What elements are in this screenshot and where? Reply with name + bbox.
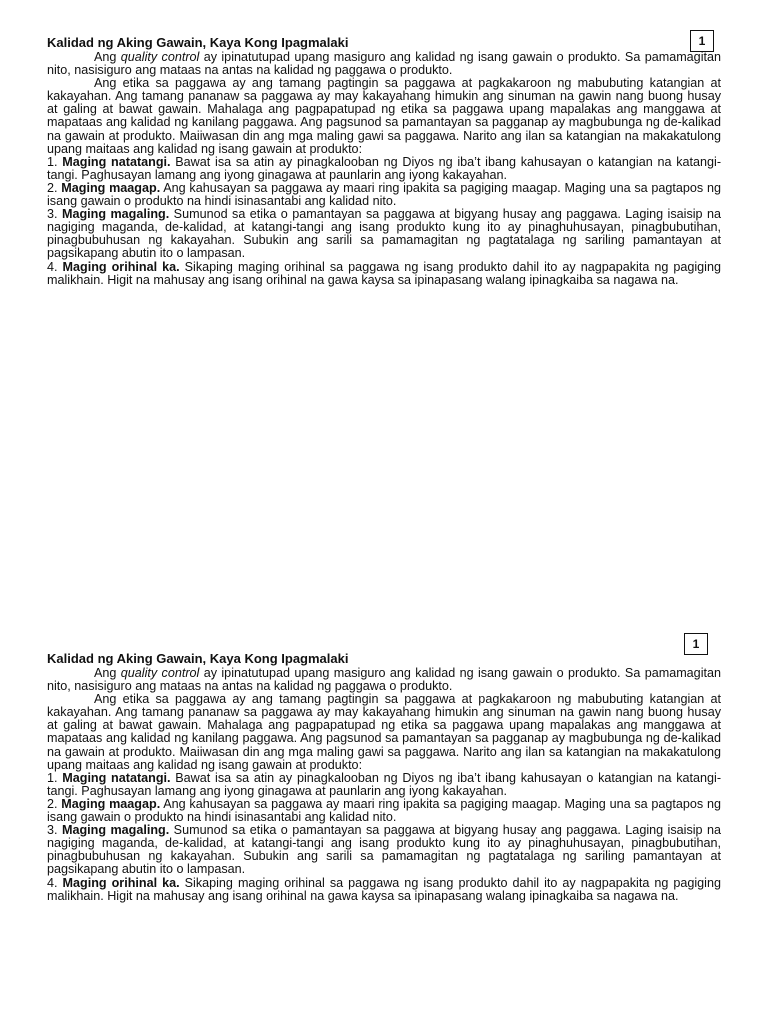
item-heading: Maging orihinal ka. (62, 259, 180, 274)
list-item: 3. Maging magaling. Sumunod sa etika o pamantayan sa paggawa at bigyang husay ang paggawa. Laging isaisip na nagiging maganda, de-kalidad, at katangi-tangi ang isang produkto kung ito ay pinaghuhusayan, pinagbubutihan, pinagbubuhusan ng kakayahan. Subukin ang sarili sa pamamagitan ng pagtatalaga ng sariling pamantayan at pagsikapang abutin ito o lampasan. (47, 207, 721, 261)
item-heading: Maging maagap. (61, 180, 161, 195)
document-section (47, 651, 721, 903)
etika-paragraph: Ang etika sa paggawa ay ang tamang pagtingin sa paggawa at pagkakaroon ng mabubuting katangian at kakayahan. Ang tamang pananaw sa paggawa ay may kakayahang himukin ang sinuman na gawin nang buong husay at galing at bawat gawain. Mahalaga ang pagpapatupad ng etika sa paggawa upang mapalakas ang manggawa at mapataas ang kalidad ng kanilang paggawa. Ang pagsunod sa pamantayan sa pagganap ay magbubunga ng de-kalikad na gawain at produkto. Maiiwasan din ang mga maling gawi sa paggawa. Narito ang ilan sa katangian na makakatulong upang maitaas ang kalidad ng isang gawain at produkto: (47, 76, 721, 156)
page-number-box: 1 (690, 30, 714, 52)
quality-control-term: quality control (120, 666, 200, 680)
item-heading: Maging orihinal ka. (62, 875, 180, 890)
item-heading: Maging natatangi. (62, 770, 171, 785)
page-number-box: 1 (684, 633, 708, 655)
quality-control-term: quality control (120, 50, 200, 64)
list-item: 3. Maging magaling. Sumunod sa etika o pamantayan sa paggawa at bigyang husay ang paggawa. Laging isaisip na nagiging maganda, de-kalidad, at katangi-tangi ang isang produkto kung ito ay pinaghuhusayan, pinagbubutihan, pinagbubuhusan ng kakayahan. Subukin ang sarili sa pamamagitan ng pagtatalaga ng sariling pamantayan at pagsikapang abutin ito o lampasan. (47, 823, 721, 877)
list-item: 4. Maging orihinal ka. Sikaping maging orihinal sa paggawa ng isang produkto dahil ito ay nagpapakita ng pagiging malikhain. Higit na mahusay ang isang orihinal na gawa kaysa sa ipinapasang walang ipinagkaiba sa nagawa na. (47, 875, 721, 903)
document-title: Kalidad ng Aking Gawain, Kaya Kong Ipagmalaki (47, 35, 349, 50)
list-item: 1. Maging natatangi. Bawat isa sa atin ay pinagkalooban ng Diyos ng iba’t ibang kahusayan o katangian na katangi-tangi. Paghusayan lamang ang iyong ginagawa at paunlarin ang iyong kakayahan. (47, 154, 722, 182)
intro-paragraph: Ang quality control ay ipinatutupad upang masiguro ang kalidad ng isang gawain o produkto. Sa pamamagitan nito, nasisiguro ang mataas na antas na kalidad ng paggawa o produkto. (47, 666, 721, 694)
item-heading: Maging magaling. (61, 207, 170, 222)
list-item: 4. Maging orihinal ka. Sikaping maging orihinal sa paggawa ng isang produkto dahil ito ay nagpapakita ng pagiging malikhain. Higit na mahusay ang isang orihinal na gawa kaysa sa ipinapasang walang ipinagkaiba sa nagawa na. (47, 259, 721, 287)
etika-paragraph: Ang etika sa paggawa ay ang tamang pagtingin sa paggawa at pagkakaroon ng mabubuting katangian at kakayahan. Ang tamang pananaw sa paggawa ay may kakayahang himukin ang sinuman na gawin nang buong husay at galing at bawat gawain. Mahalaga ang pagpapatupad ng etika sa paggawa upang mapalakas ang manggawa at mapataas ang kalidad ng kanilang paggawa. Ang pagsunod sa pamantayan sa pagganap ay magbubunga ng de-kalikad na gawain at produkto. Maiiwasan din ang mga maling gawi sa paggawa. Narito ang ilan sa katangian na makakatulong upang maitaas ang kalidad ng isang gawain at produkto: (47, 692, 721, 772)
list-item: 1. Maging natatangi. Bawat isa sa atin ay pinagkalooban ng Diyos ng iba’t ibang kahusayan o katangian na katangi-tangi. Paghusayan lamang ang iyong ginagawa at paunlarin ang iyong kakayahan. (47, 770, 722, 798)
item-heading: Maging maagap. (61, 796, 161, 811)
list-item: 2. Maging maagap. Ang kahusayan sa paggawa ay maari ring ipakita sa pagiging maagap. Maging una sa pagtapos ng isang gawain o produkto na hindi isinasantabi ang kalidad nito. (47, 180, 721, 209)
document-section (47, 35, 721, 287)
list-item: 2. Maging maagap. Ang kahusayan sa paggawa ay maari ring ipakita sa pagiging maagap. Maging una sa pagtapos ng isang gawain o produkto na hindi isinasantabi ang kalidad nito. (47, 796, 721, 825)
item-heading: Maging natatangi. (62, 154, 171, 169)
document-title: Kalidad ng Aking Gawain, Kaya Kong Ipagmalaki (47, 651, 349, 666)
intro-paragraph: Ang quality control ay ipinatutupad upang masiguro ang kalidad ng isang gawain o produkto. Sa pamamagitan nito, nasisiguro ang mataas na antas na kalidad ng paggawa o produkto. (47, 50, 721, 78)
item-heading: Maging magaling. (61, 823, 170, 838)
